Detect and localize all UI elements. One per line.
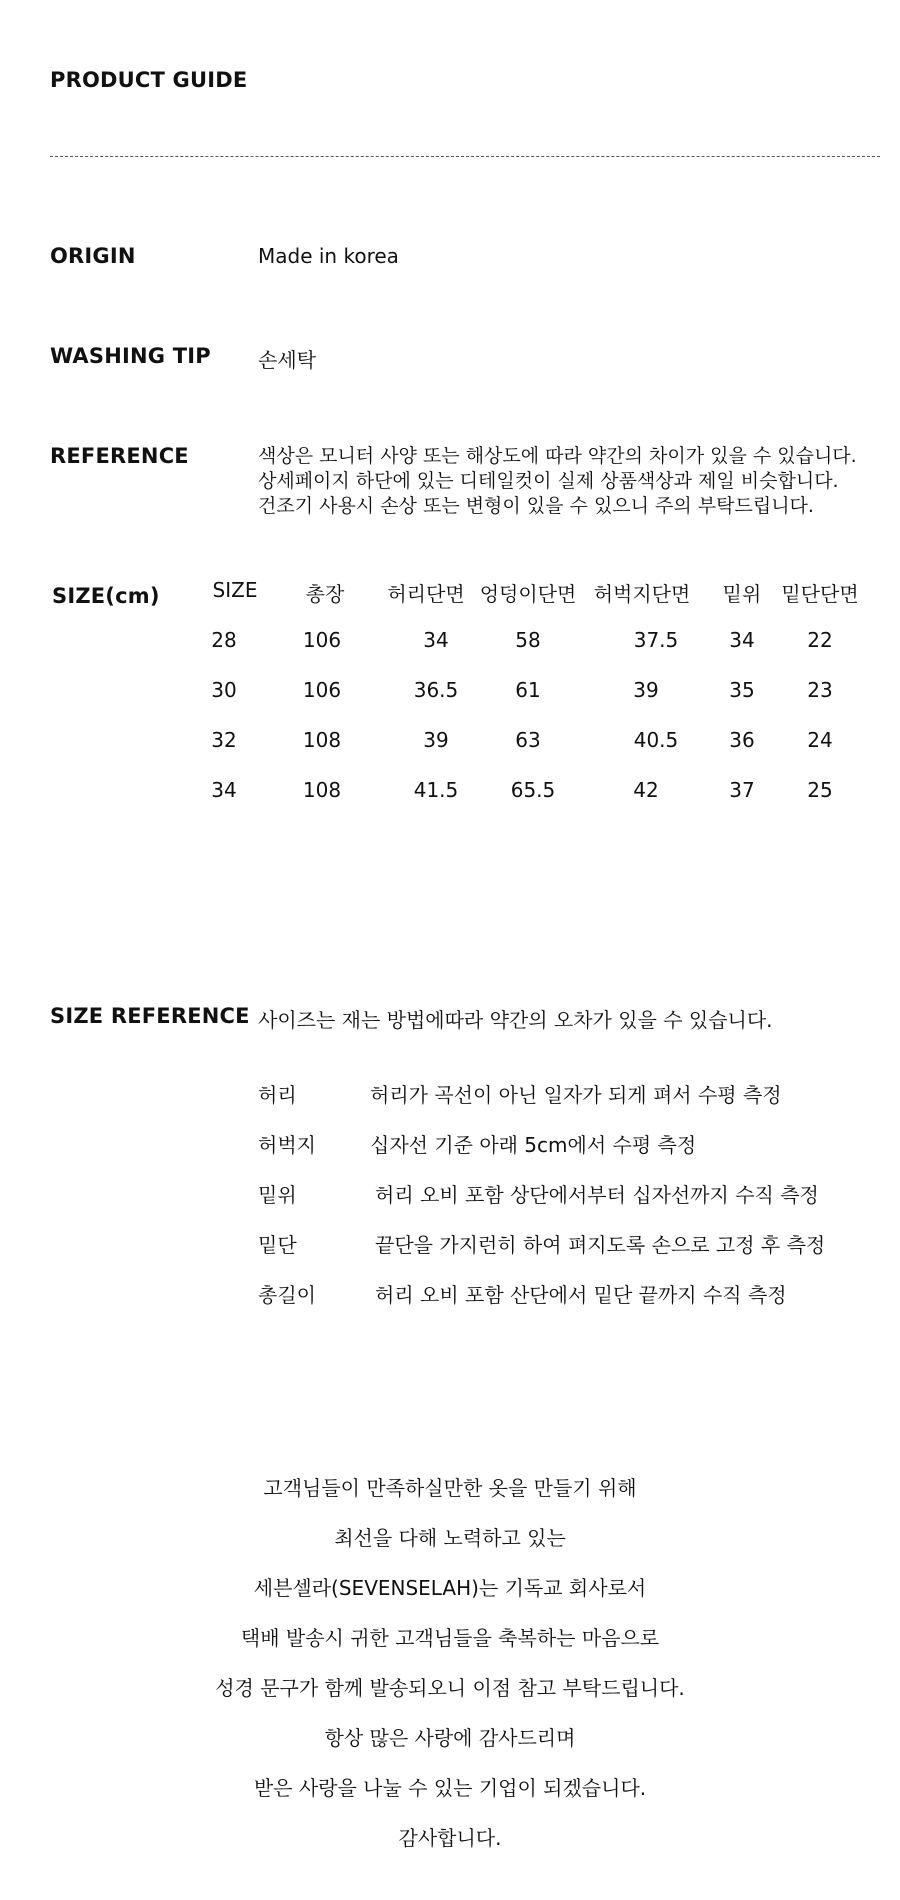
size-table-row xyxy=(170,728,870,778)
size-table-header: 밑단단면 xyxy=(781,582,859,606)
size-reference-intro: 사이즈는 재는 방법에따라 약간의 오차가 있을 수 있습니다. xyxy=(258,1008,773,1032)
size-reference-desc: 허리 오비 포함 상단에서부터 십자선까지 수직 측정 xyxy=(375,1183,819,1207)
size-cell: 35 xyxy=(729,678,755,702)
washing-tip-value: 손세탁 xyxy=(258,348,316,372)
size-cell: 65.5 xyxy=(510,778,556,802)
size-reference-desc: 끝단을 가지런히 하여 펴지도록 손으로 고정 후 측정 xyxy=(375,1233,826,1257)
size-cell: 106 xyxy=(302,628,342,652)
size-cell: 61 xyxy=(515,678,541,702)
closing-line: 감사합니다. xyxy=(398,1826,502,1850)
dashed-divider xyxy=(50,156,880,157)
size-cell: 34 xyxy=(211,778,237,802)
size-cell: 23 xyxy=(807,678,833,702)
size-table-header: 밑위 xyxy=(722,582,762,606)
reference-line: 색상은 모니터 사양 또는 해상도에 따라 약간의 차이가 있을 수 있습니다. xyxy=(258,445,857,467)
closing-line: 성경 문구가 함께 발송되오니 이점 참고 부탁드립니다. xyxy=(215,1676,685,1700)
size-cell: 58 xyxy=(515,628,541,652)
size-cell: 37 xyxy=(729,778,755,802)
size-table-header: 총장 xyxy=(305,582,345,606)
closing-line: 최선을 다해 노력하고 있는 xyxy=(334,1526,566,1550)
size-table-header: 허벅지단면 xyxy=(593,582,691,606)
size-reference-term: 총길이 xyxy=(258,1283,316,1307)
size-table-header: 엉덩이단면 xyxy=(479,582,577,606)
size-table-row xyxy=(170,628,870,678)
size-table-header-row xyxy=(170,578,870,628)
closing-line: 받은 사랑을 나눌 수 있는 기업이 되겠습니다. xyxy=(253,1776,647,1800)
size-cell: 34 xyxy=(423,628,449,652)
size-table xyxy=(170,578,870,828)
size-reference-label: SIZE REFERENCE xyxy=(50,1004,250,1028)
size-reference-term: 허리 xyxy=(258,1083,297,1107)
closing-line: 고객님들이 만족하실만한 옷을 만들기 위해 xyxy=(263,1476,637,1500)
closing-line: 항상 많은 사랑에 감사드리며 xyxy=(324,1726,576,1750)
size-cell: 108 xyxy=(302,778,342,802)
reference-line: 상세페이지 하단에 있는 디테일컷이 실제 상품색상과 제일 비슷합니다. xyxy=(258,470,839,492)
size-cell: 39 xyxy=(633,678,659,702)
size-cell: 39 xyxy=(423,728,449,752)
size-reference-term: 밑위 xyxy=(258,1183,297,1207)
size-cell: 106 xyxy=(302,678,342,702)
size-table-label: SIZE(cm) xyxy=(52,584,160,608)
size-reference-desc: 허리 오비 포함 산단에서 밑단 끝까지 수직 측정 xyxy=(375,1283,787,1307)
reference-label: REFERENCE xyxy=(50,444,189,468)
reference-text xyxy=(258,444,857,519)
size-cell: 63 xyxy=(515,728,541,752)
size-cell: 36.5 xyxy=(413,678,459,702)
size-cell: 32 xyxy=(211,728,237,752)
closing-message xyxy=(0,1463,900,1863)
size-table-header: SIZE xyxy=(212,578,258,602)
size-cell: 25 xyxy=(807,778,833,802)
origin-value: Made in korea xyxy=(258,244,399,268)
closing-line: 택배 발송시 귀한 고객님들을 축복하는 마음으로 xyxy=(240,1626,660,1650)
origin-label: ORIGIN xyxy=(50,244,136,268)
reference-line: 건조기 사용시 손상 또는 변형이 있을 수 있으니 주의 부탁드립니다. xyxy=(258,495,814,517)
size-cell: 30 xyxy=(211,678,237,702)
size-reference-desc: 허리가 곡선이 아닌 일자가 되게 펴서 수평 측정 xyxy=(370,1083,782,1107)
size-cell: 28 xyxy=(211,628,237,652)
size-cell: 22 xyxy=(807,628,833,652)
size-cell: 42 xyxy=(633,778,659,802)
size-cell: 108 xyxy=(302,728,342,752)
size-cell: 36 xyxy=(729,728,755,752)
page-title: PRODUCT GUIDE xyxy=(50,68,248,92)
size-cell: 34 xyxy=(729,628,755,652)
size-cell: 40.5 xyxy=(633,728,679,752)
size-cell: 41.5 xyxy=(413,778,459,802)
closing-line: 세븐셀라(SEVENSELAH)는 기독교 회사로서 xyxy=(253,1576,647,1600)
size-table-row xyxy=(170,778,870,828)
size-reference-desc: 십자선 기준 아래 5cm에서 수평 측정 xyxy=(370,1133,697,1157)
size-table-row xyxy=(170,678,870,728)
size-cell: 24 xyxy=(807,728,833,752)
size-cell: 37.5 xyxy=(633,628,679,652)
size-table-header: 허리단면 xyxy=(387,582,465,606)
size-reference-term: 밑단 xyxy=(258,1233,297,1257)
washing-tip-label: WASHING TIP xyxy=(50,344,211,368)
size-reference-term: 허벅지 xyxy=(258,1133,316,1157)
